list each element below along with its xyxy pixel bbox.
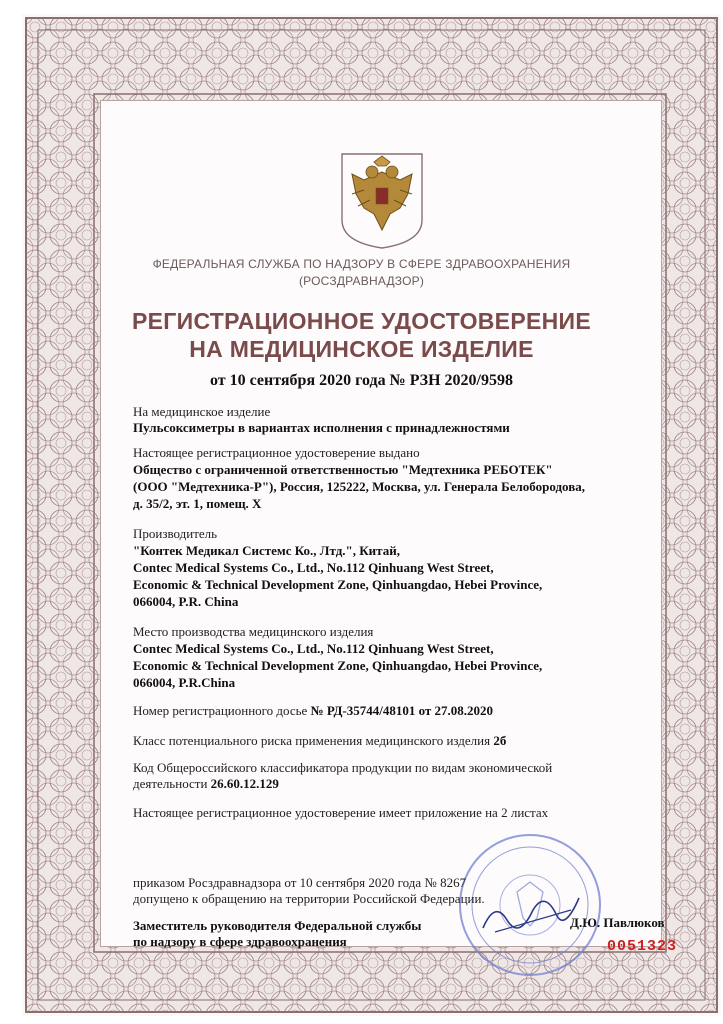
issued-to-line: (ООО "Медтехника-Р"), Россия, 125222, Москва, ул. Генерала Белобородова, [133, 479, 585, 494]
russian-coat-of-arms-icon [334, 150, 430, 250]
signatory-position: Заместитель руководителя Федеральной службы [133, 918, 422, 933]
issued-to-line: д. 35/2, эт. 1, помещ. X [133, 496, 262, 511]
signatory-position-cont: по надзору в сфере здравоохранения [133, 934, 347, 949]
dossier-value: № РД-35744/48101 от 27.08.2020 [310, 703, 494, 718]
document-title-line2: НА МЕДИЦИНСКОЕ ИЗДЕЛИЕ [189, 336, 534, 362]
okpd-value: 26.60.12.129 [210, 776, 279, 791]
registration-number: от 10 сентября 2020 года № РЗН 2020/9598 [209, 372, 513, 389]
agency-abbreviation: (РОСЗДРАВНАДЗОР) [298, 274, 425, 288]
production-site-label: Место производства медицинского изделия [133, 624, 374, 639]
manufacturer-line: Economic & Technical Development Zone, Qinhuangdao, Hebei Province, [133, 577, 543, 592]
issued-to-label: Настоящее регистрационное удостоверение выдано [133, 445, 420, 460]
okpd-label: Код Общероссийского классификатора продукции по видам экономической [133, 760, 553, 775]
risk-class-label: Класс потенциального риска применения медицинского изделия [133, 733, 491, 748]
dossier-field [133, 703, 493, 719]
agency-name: ФЕДЕРАЛЬНАЯ СЛУЖБА ПО НАДЗОРУ В СФЕРЕ ЗДРАВООХРАНЕНИЯ [152, 257, 571, 271]
okpd-field [133, 776, 279, 792]
manufacturer-line: 066004, P.R. China [133, 594, 239, 609]
okpd-label-cont: деятельности [133, 776, 208, 791]
dossier-label: Номер регистрационного досье [133, 703, 308, 718]
handwritten-signature [475, 880, 585, 940]
manufacturer-label: Производитель [133, 526, 218, 541]
appendix-note: Настоящее регистрационное удостоверение имеет приложение на 2 листах [133, 805, 549, 820]
device-value: Пульсоксиметры в вариантах исполнения с принадлежностями [133, 420, 510, 435]
signatory-name: Д.Ю. Павлюков [570, 915, 665, 930]
order-line1: приказом Росздравнадзора от 10 сентября 2020 года № 8267 [133, 875, 467, 890]
production-site-line: 066004, P.R.China [133, 675, 236, 690]
order-line2: допущено к обращению на территории Российской Федерации. [133, 891, 485, 906]
production-site-line: Economic & Technical Development Zone, Qinhuangdao, Hebei Province, [133, 658, 543, 673]
manufacturer-line: Contec Medical Systems Co., Ltd., No.112 Qinhuang West Street, [133, 560, 494, 575]
risk-class-field [133, 733, 506, 749]
serial-number: 0051323 [607, 938, 678, 955]
manufacturer-line: "Контек Медикал Системс Ко., Лтд.", Китай, [133, 543, 400, 558]
document-title-line1: РЕГИСТРАЦИОННОЕ УДОСТОВЕРЕНИЕ [132, 308, 591, 334]
issued-to-line: Общество с ограниченной ответственностью "Медтехника РЕБОТЕК" [133, 462, 553, 477]
production-site-line: Contec Medical Systems Co., Ltd., No.112 Qinhuang West Street, [133, 641, 494, 656]
risk-class-value: 2б [493, 733, 507, 748]
device-label: На медицинское изделие [133, 404, 271, 419]
